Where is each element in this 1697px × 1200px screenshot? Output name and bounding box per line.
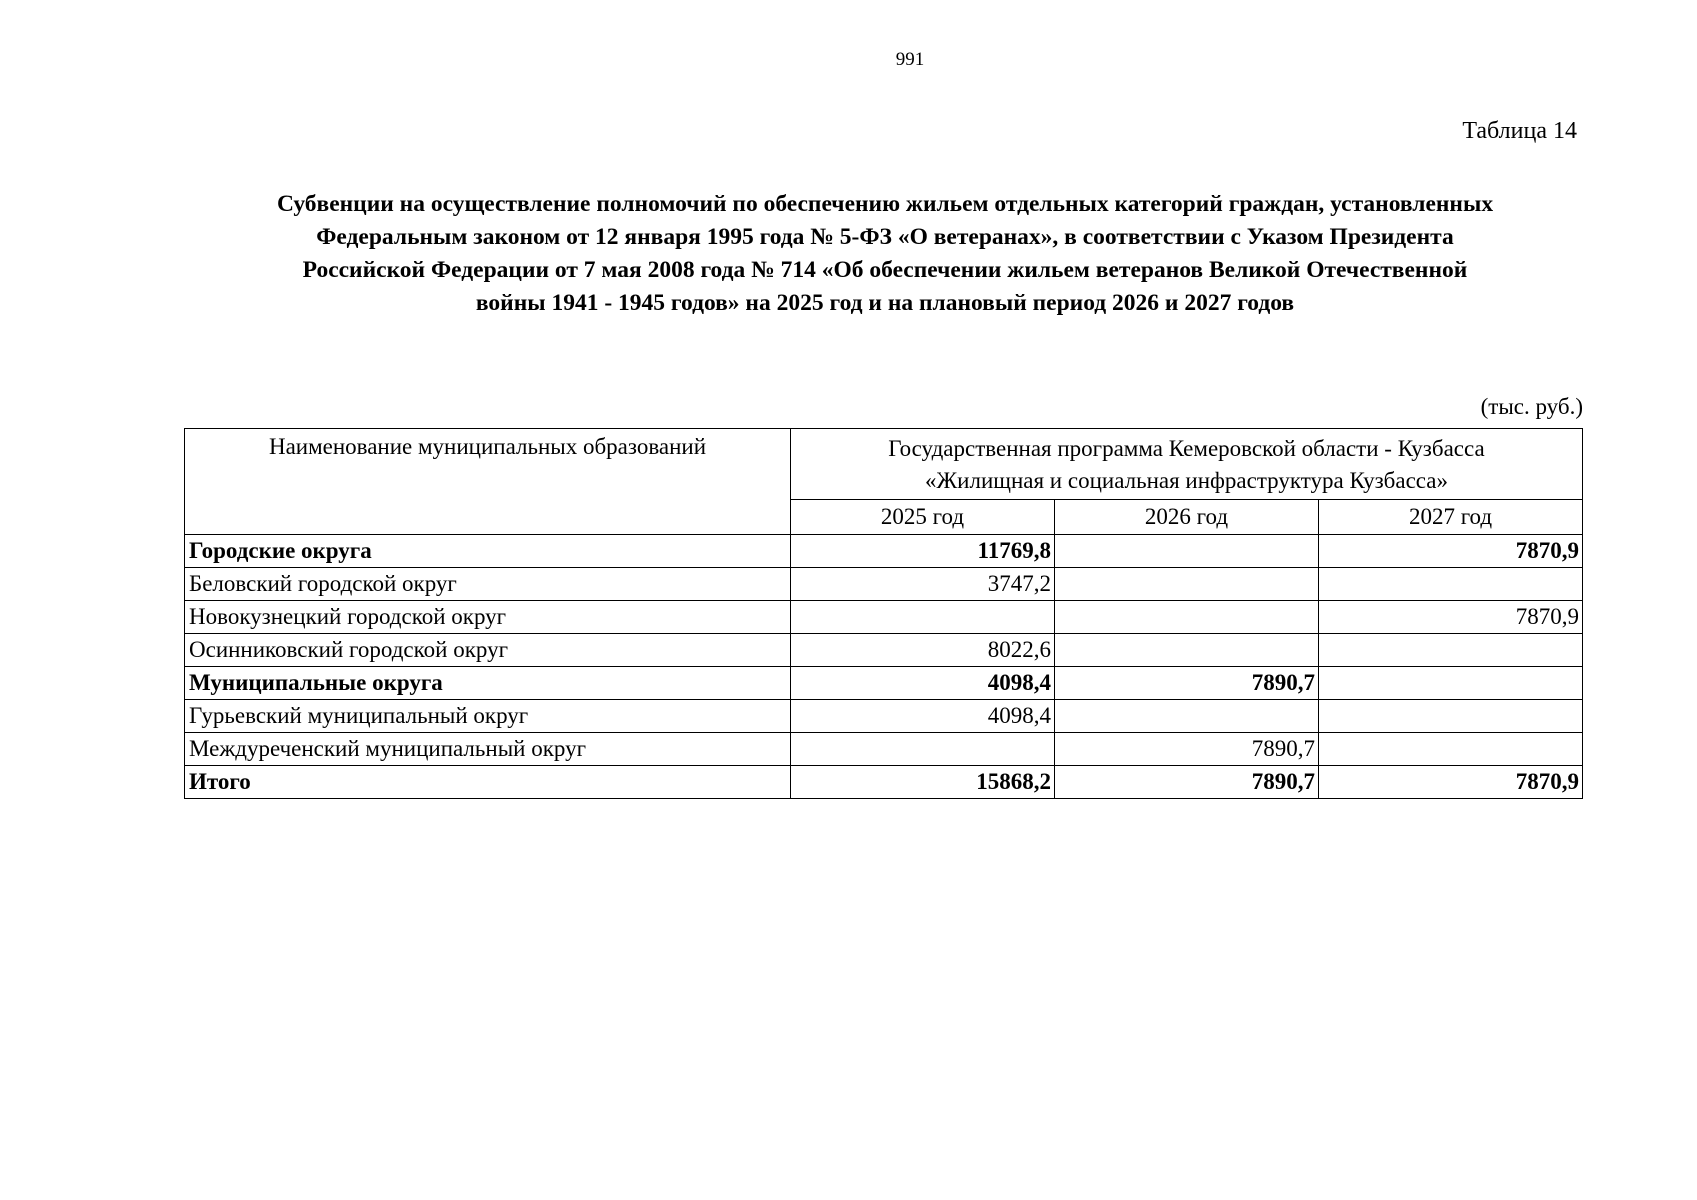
- cell-2027: [1319, 733, 1583, 766]
- cell-2025: 4098,4: [791, 700, 1055, 733]
- cell-2027: 7870,9: [1319, 766, 1583, 799]
- cell-name: Итого: [185, 766, 791, 799]
- cell-2027: 7870,9: [1319, 535, 1583, 568]
- table-body: [185, 535, 1583, 799]
- cell-2026: [1055, 634, 1319, 667]
- cell-2027: [1319, 700, 1583, 733]
- cell-2026: [1055, 568, 1319, 601]
- cell-name: Новокузнецкий городской округ: [185, 601, 791, 634]
- cell-2027: 7870,9: [1319, 601, 1583, 634]
- cell-2025: 11769,8: [791, 535, 1055, 568]
- subvention-table: [184, 428, 1583, 799]
- title-line: Субвенции на осуществление полномочий по обеспечению жильем отдельных категорий граждан, установленных: [276, 191, 1494, 217]
- page-number: 991: [895, 49, 925, 70]
- units-label: (тыс. руб.): [1480, 394, 1583, 419]
- table-row: [185, 535, 1583, 568]
- title-line: Российской Федерации от 7 мая 2008 года № 714 «Об обеспечении жильем ветеранов Великой Отечественной: [302, 257, 1468, 283]
- cell-2027: [1319, 568, 1583, 601]
- cell-name: Осинниковский городской округ: [185, 634, 791, 667]
- cell-2026: [1055, 535, 1319, 568]
- cell-2025: 3747,2: [791, 568, 1055, 601]
- column-header-2025: 2025 год: [791, 500, 1055, 535]
- table-row: [185, 634, 1583, 667]
- cell-2026: [1055, 700, 1319, 733]
- title-line: Федеральным законом от 12 января 1995 года № 5-ФЗ «О ветеранах», в соответствии с Указом Президента: [316, 224, 1454, 250]
- cell-name: Городские округа: [185, 535, 791, 568]
- document-title: [160, 188, 1610, 320]
- cell-2027: [1319, 634, 1583, 667]
- cell-name: Междуреченский муниципальный округ: [185, 733, 791, 766]
- cell-2026: 7890,7: [1055, 766, 1319, 799]
- table-row: [185, 766, 1583, 799]
- cell-2026: [1055, 601, 1319, 634]
- column-header-2027: 2027 год: [1319, 500, 1583, 535]
- program-header-line: «Жилищная и социальная инфраструктура Кузбасса»: [925, 468, 1448, 493]
- table-row: [185, 568, 1583, 601]
- cell-2027: [1319, 667, 1583, 700]
- table-row: [185, 700, 1583, 733]
- cell-2025: 15868,2: [791, 766, 1055, 799]
- table-row: [185, 667, 1583, 700]
- column-header-2026: 2026 год: [1055, 500, 1319, 535]
- title-line: войны 1941 - 1945 годов» на 2025 год и на плановый период 2026 и 2027 годов: [475, 290, 1295, 316]
- column-header-name: Наименование муниципальных образований: [185, 429, 791, 535]
- table-label: Таблица 14: [1462, 118, 1577, 144]
- cell-name: Муниципальные округа: [185, 667, 791, 700]
- cell-name: Гурьевский муниципальный округ: [185, 700, 791, 733]
- table-row: [185, 733, 1583, 766]
- cell-2025: [791, 733, 1055, 766]
- cell-name: Беловский городской округ: [185, 568, 791, 601]
- table-row: [185, 601, 1583, 634]
- cell-2026: 7890,7: [1055, 733, 1319, 766]
- cell-2025: 4098,4: [791, 667, 1055, 700]
- cell-2025: 8022,6: [791, 634, 1055, 667]
- cell-2026: 7890,7: [1055, 667, 1319, 700]
- program-header-line: Государственная программа Кемеровской области - Кузбасса: [888, 436, 1485, 461]
- column-header-program: [791, 429, 1583, 500]
- cell-2025: [791, 601, 1055, 634]
